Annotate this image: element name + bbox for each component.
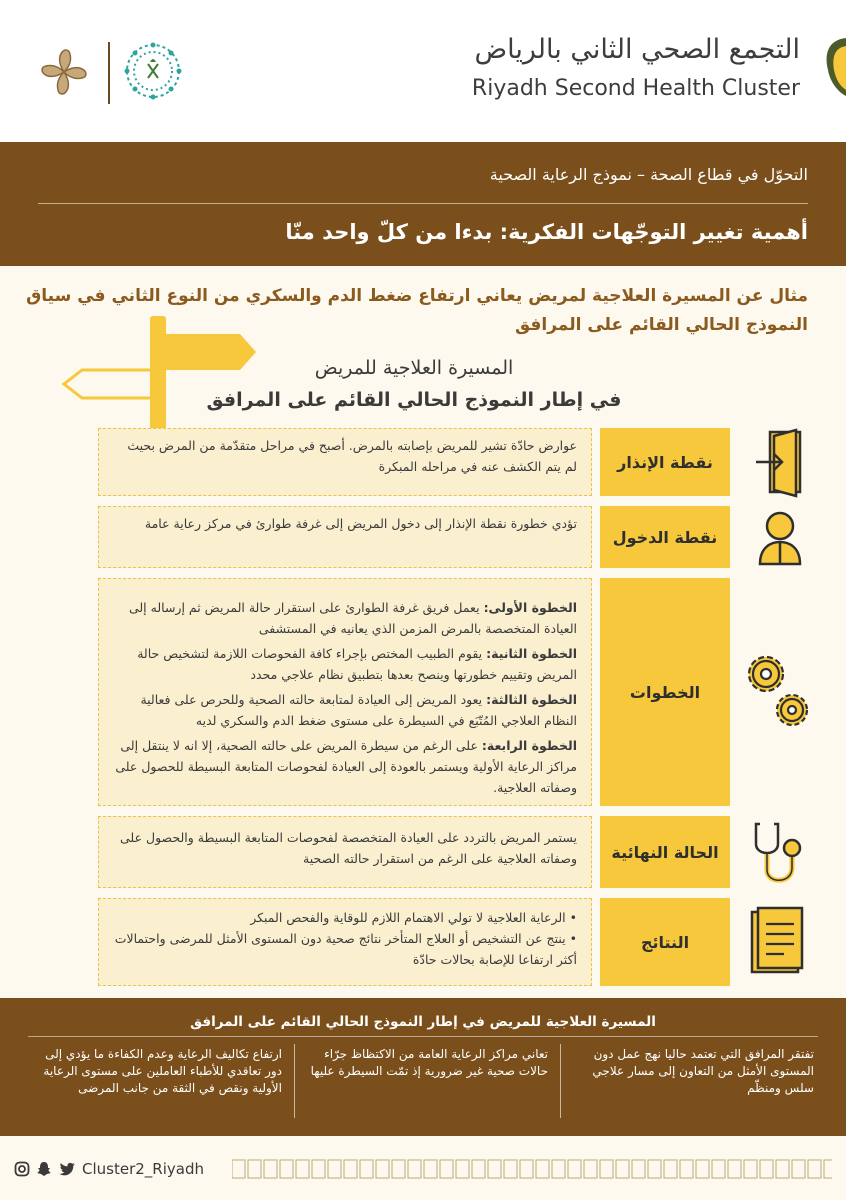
steps-step-text — [98, 578, 592, 806]
pattern-tile — [552, 1160, 565, 1178]
step-one-text: يعمل فريق غرفة الطوارئ على استقرار حالة المريض ثم إرساله إلى العيادة المتخصصة بالمرض المزمن الذي يعانيه في المستشفى — [128, 600, 577, 636]
social-bar — [14, 1160, 204, 1178]
pattern-tile — [440, 1160, 453, 1178]
step-three — [113, 689, 577, 731]
summary-column-2: تعاني مراكز الرعاية العامة من الاكتظاظ جرّاء حالات صحية غير ضرورية إذ تمّت السيطرة عليها — [310, 1047, 548, 1078]
pattern-tile — [280, 1160, 293, 1178]
step-four-title: الخطوة الرابعة: — [481, 738, 577, 753]
step-three-title: الخطوة الثالثة: — [486, 692, 577, 707]
intro-text: مثال عن المسيرة العلاجية لمريض يعاني ارتفاع ضغط الدم والسكري من النوع الثاني في سياق النموذج الحالي القائم على المرافق — [26, 286, 808, 335]
results-bullet-1: • الرعاية العلاجية لا تولي الاهتمام اللازم للوقاية والفحص المبكر — [250, 910, 577, 925]
stethoscope-icon — [748, 818, 808, 890]
pattern-tile — [760, 1160, 773, 1178]
pattern-tile — [728, 1160, 741, 1178]
step-two — [113, 643, 577, 685]
pattern-tile — [312, 1160, 325, 1178]
door-exit-icon — [752, 428, 808, 498]
step-four — [113, 735, 577, 798]
pattern-tile — [344, 1160, 357, 1178]
pattern-tile — [632, 1160, 645, 1178]
pattern-tile — [584, 1160, 597, 1178]
alert-step-text — [98, 428, 592, 496]
steps-step-label: الخطوات — [600, 578, 730, 806]
pattern-tile — [504, 1160, 517, 1178]
org-name-english: Riyadh Second Health Cluster — [471, 76, 800, 101]
entry-step-text — [98, 506, 592, 568]
corner-emblem-icon — [818, 34, 846, 100]
pattern-tile — [712, 1160, 725, 1178]
pattern-tile — [264, 1160, 277, 1178]
step-one — [113, 597, 577, 639]
twitter-icon[interactable] — [58, 1161, 76, 1177]
decorative-pattern — [232, 1156, 832, 1182]
band-divider — [38, 203, 808, 204]
summary-separator-1 — [560, 1044, 561, 1118]
pattern-tile — [424, 1160, 437, 1178]
summary-column-1: تفتقر المرافق التي تعتمد حاليا نهج عمل دون المستوى الأمثل من التعاون إلى مسار علاجي سلس ومنظّم — [592, 1047, 814, 1095]
summary-separator-2 — [294, 1044, 295, 1118]
pattern-tile — [808, 1160, 821, 1178]
summary-column-3: ارتفاع تكاليف الرعاية وعدم الكفاءة ما يؤدي إلى دور تعاقدي للأطباء العاملين على مستوى الرعاية الأولية ونقص في الثقة من جانب المرضى — [43, 1047, 282, 1095]
gears-icon — [740, 648, 812, 732]
pattern-tile — [360, 1160, 373, 1178]
final-step-description: يستمر المريض بالتردد على العيادة المتخصصة لفحوصات المتابعة البسيطة والحصول على وصفاته العلاجية على الرغم من استقرار حالته الصحية — [120, 830, 577, 866]
person-icon — [756, 508, 804, 568]
band-subtitle: التحوّل في قطاع الصحة – نموذج الرعاية الصحية — [489, 165, 808, 184]
pattern-tile — [776, 1160, 789, 1178]
summary-divider — [28, 1036, 818, 1037]
pattern-tile — [408, 1160, 421, 1178]
header-divider — [108, 42, 110, 104]
results-step-label: النتائج — [600, 898, 730, 986]
entry-step-label: نقطة الدخول — [600, 506, 730, 568]
pattern-tile — [488, 1160, 501, 1178]
pattern-tile — [248, 1160, 261, 1178]
pattern-tile — [296, 1160, 309, 1178]
social-handle[interactable]: Cluster2_Riyadh — [82, 1160, 204, 1178]
entry-step-description: تؤدي خطورة نقطة الإنذار إلى دخول المريض إلى غرفة طوارئ في مركز رعاية عامة — [144, 516, 577, 531]
pattern-tile — [680, 1160, 693, 1178]
results-bullet-2: • ينتج عن التشخيص أو العلاج المتأخر نتائج صحية دون المستوى الأمثل للمرضى واحتمالات أكثر ارتفاعا للإصابة بحالات حادّة — [114, 931, 577, 967]
journey-title-line1: المسيرة العلاجية للمريض — [314, 357, 514, 379]
final-step-label: الحالة النهائية — [600, 816, 730, 888]
step-three-text: يعود المريض إلى العيادة لمتابعة حالته الصحية وللحرص على فعالية النظام العلاجي المُتّبَع في السيطرة على مستوى ضغط الدم والسكري لديه — [140, 692, 577, 728]
pattern-tile — [616, 1160, 629, 1178]
summary-title: المسيرة العلاجية للمريض في إطار النموذج الحالي القائم على المرافق — [190, 1014, 656, 1030]
journey-title-line2: في إطار النموذج الحالي القائم على المرافق — [206, 389, 622, 411]
step-one-title: الخطوة الأولى: — [483, 600, 577, 615]
alert-step-description: عوارض حادّة تشير للمريض بإصابته بالمرض. أصبح في مراحل متقدّمة من المرض بحيث لم يتم الكشف عنه في مراحله المبكرة — [127, 438, 577, 474]
band-title: أهمية تغيير التوجّهات الفكرية: بدءا من كلّ واحد منّا — [285, 220, 808, 244]
ministry-logo-icon — [122, 40, 184, 102]
step-two-text: يقوم الطبيب المختص بإجراء كافة الفحوصات اللازمة لتشخيص حالة المريض وتقييم خطورتها وينصح بعدها بتطبيق نظام علاجي محدد — [137, 646, 577, 682]
cluster-flower-logo-icon — [32, 40, 96, 104]
snapchat-icon[interactable] — [36, 1161, 52, 1177]
alert-step-label: نقطة الإنذار — [600, 428, 730, 496]
pattern-tile — [376, 1160, 389, 1178]
step-four-text: على الرغم من سيطرة المريض على حالته الصحية، إلا انه لا ينتقل إلى مراكز الرعاية الأولية ويستمر بالعودة إلى العيادة لفحوصات المتابعة البسيطة للحصول على وصفاته العلاجية. — [115, 738, 577, 795]
pattern-tile — [392, 1160, 405, 1178]
journey-title — [204, 352, 624, 416]
pattern-tile — [696, 1160, 709, 1178]
pattern-tile — [232, 1160, 245, 1178]
document-icon — [748, 906, 806, 978]
instagram-icon[interactable] — [14, 1161, 30, 1177]
pattern-tile — [536, 1160, 549, 1178]
pattern-tile — [472, 1160, 485, 1178]
org-name-arabic: التجمع الصحي الثاني بالرياض — [474, 34, 800, 65]
pattern-tile — [456, 1160, 469, 1178]
pattern-tile — [792, 1160, 805, 1178]
pattern-tile — [744, 1160, 757, 1178]
title-band — [0, 142, 846, 266]
pattern-tile — [568, 1160, 581, 1178]
pattern-tile — [328, 1160, 341, 1178]
pattern-tile — [664, 1160, 677, 1178]
final-step-text — [98, 816, 592, 888]
step-two-title: الخطوة الثانية: — [486, 646, 577, 661]
pattern-tile — [520, 1160, 533, 1178]
pattern-tile — [600, 1160, 613, 1178]
pattern-tile — [648, 1160, 661, 1178]
results-step-text — [98, 898, 592, 986]
pattern-tile — [824, 1160, 832, 1178]
